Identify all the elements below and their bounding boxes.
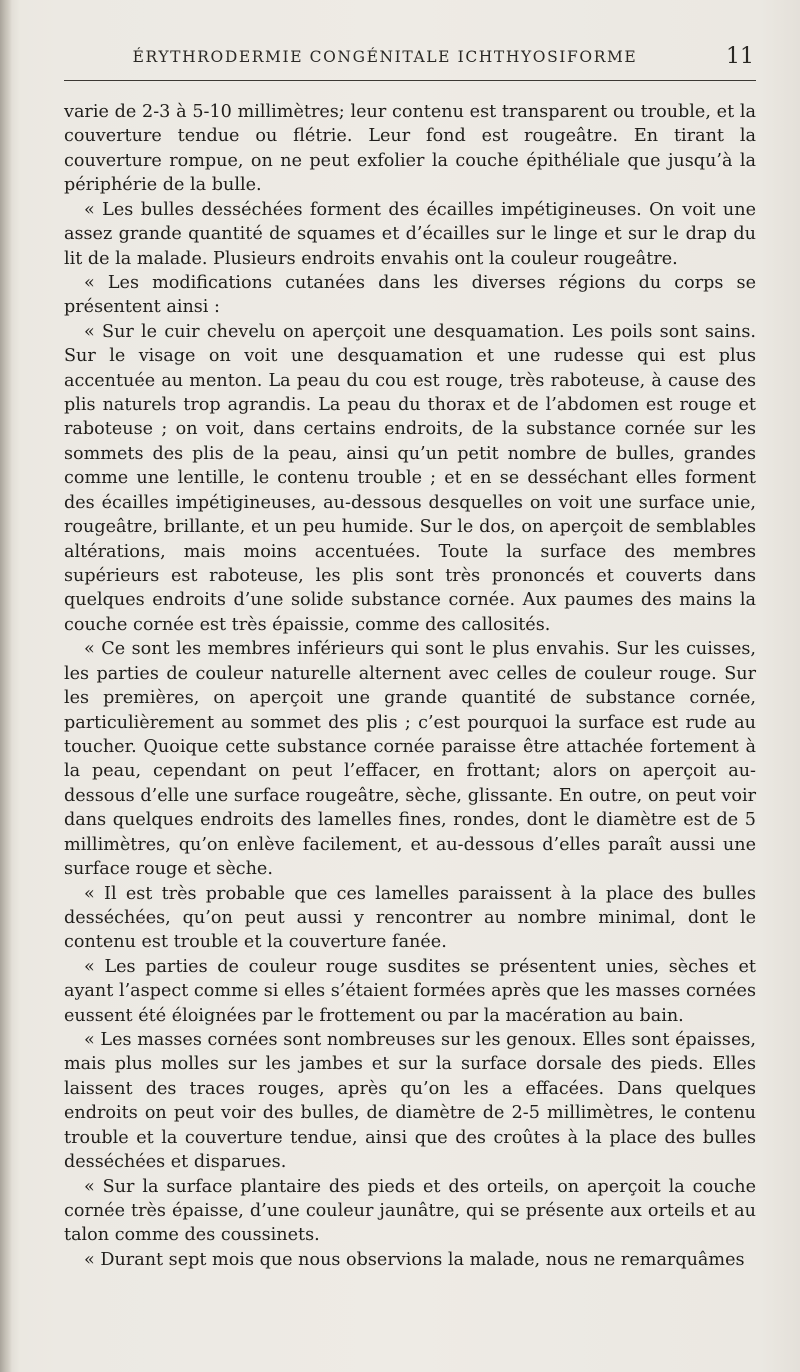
paragraph-plantar-surface: « Sur la surface plantaire des pieds et des orteils, on aperçoit la couche cornée très épaisse, d’une couleur jaunâtre, qui se présente aux orteils et au talon comme des coussinets. — [64, 1176, 756, 1246]
running-title: ÉRYTHRODERMIE CONGÉNITALE ICHTHYOSIFORME — [132, 48, 638, 66]
paragraph-dried-bullae: « Les bulles desséchées forment des écailles impétigineuses. On voit une assez grande quantité de squames et d’écailles sur le linge et sur le drap du lit de la malade. Plusieurs endroits envahis ont la couleur rougeâtre. — [64, 199, 756, 269]
paragraph-lower-limbs: « Ce sont les membres inférieurs qui sont le plus envahis. Sur les cuisses, les parties de couleur naturelle alternent avec celles de couleur rouge. Sur les premières, on aperçoit une grande quantité de substance cornée, particulièrement au sommet des plis ; c’est pourquoi la surface est rude au toucher. Quoique cette substance cornée paraisse être attachée fortement à la peau, cependant on peut l’effacer, en frottant; alors on aperçoit au-dessous d’elle une surface rougeâtre, sèche, glissante. En outre, on peut voir dans quelques endroits des lamelles fines, rondes, dont le diamètre est de 5 millimètres, qu’on enlève facilement, et au-dessous d’elles paraît aussi une surface rouge et sèche. — [64, 639, 756, 880]
paragraph-seven-months: « Durant sept mois que nous observions la malade, nous ne remarquâmes — [84, 1249, 745, 1270]
page-number: 11 — [726, 44, 754, 69]
running-head — [64, 44, 756, 72]
paragraph-modifications-intro: « Les modifications cutanées dans les diverses régions du corps se présentent ainsi : — [64, 272, 756, 318]
paragraph-knees-legs: « Les masses cornées sont nombreuses sur les genoux. Elles sont épaisses, mais plus molles sur les jambes et sur la surface dorsale des pieds. Elles laissent des traces rouges, après qu’on les a effacées. Dans quelques endroits on peut voir des bulles, de diamètre de 2-5 millimètres, le contenu trouble et la couverture tendue, ainsi que des croûtes à la place des bulles desséchées et disparues. — [64, 1030, 756, 1173]
paragraph-scalp-face-trunk: « Sur le cuir chevelu on aperçoit une desquamation. Les poils sont sains. Sur le visage on voit une desquamation et une rudesse qui est plus accentuée au menton. La peau du cou est rouge, très raboteuse, à cause des plis naturels trop agrandis. La peau du thorax et de l’abdomen est rouge et raboteuse ; on voit, dans certains endroits, de la substance cornée sur les sommets des plis de la peau, ainsi qu’un petit nombre de bulles, grandes comme une lentille, le contenu trouble ; et en se desséchant elles forment des écailles impétigineuses, au-dessous desquelles on voit une surface unie, rougeâtre, brillante, et un peu humide. Sur le dos, on aperçoit de semblables altérations, mais moins accentuées. Toute la surface des membres supérieurs est raboteuse, les plis sont très prononcés et couverts dans quelques endroits d’une solide substance cornée. Aux paumes des mains la couche cornée est très épaissie, comme des callosités. — [64, 321, 756, 635]
page-gutter-shadow — [0, 0, 12, 1372]
paragraph-continuation: varie de 2-3 à 5-10 millimètres; leur contenu est transparent ou trouble, et la couverture tendue ou flétrie. Leur fond est rougeâtre. En tirant la couverture rompue, on ne peut exfolier la couche épithéliale que jusqu’à la périphérie de la bulle. — [64, 102, 756, 196]
header-rule — [64, 80, 756, 81]
body-text — [64, 100, 756, 1272]
paragraph-red-parts: « Les parties de couleur rouge susdites se présentent unies, sèches et ayant l’aspect comme si elles s’étaient formées après que les masses cornées eussent été éloignées par le frottement ou par la macération au bain. — [64, 956, 756, 1026]
paragraph-lamellae: « Il est très probable que ces lamelles paraissent à la place des bulles desséchées, qu’on peut aussi y rencontrer au nombre minimal, dont le contenu est trouble et la couverture fanée. — [64, 883, 756, 953]
